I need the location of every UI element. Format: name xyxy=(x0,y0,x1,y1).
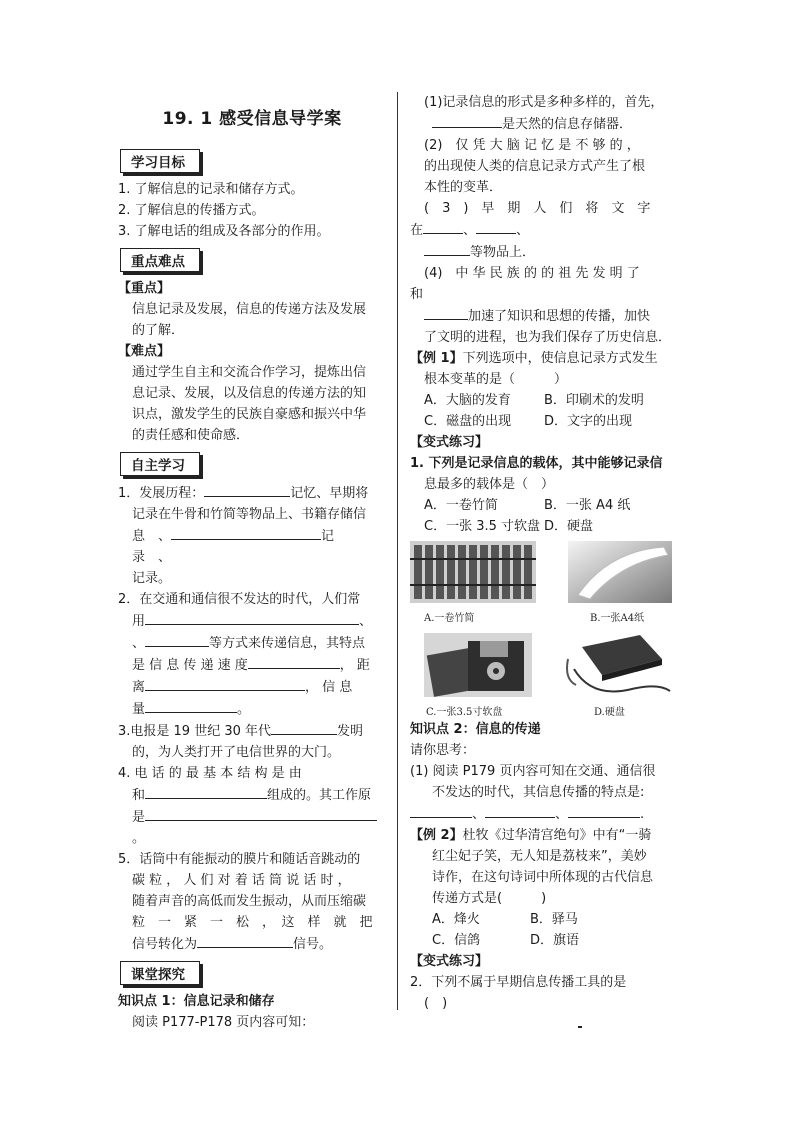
bamboo-scroll-image xyxy=(410,541,536,603)
option[interactable]: B．一张 A4 纸 xyxy=(544,498,631,513)
answer-blank[interactable] xyxy=(424,305,468,320)
difficulty-text: 息记录、发展，以及信息的传递方法的知 xyxy=(132,386,367,401)
question-4: 4. 电 话 的 最 基 本 结 构 是 由 xyxy=(118,766,302,781)
key-text: 的了解． xyxy=(132,323,185,338)
think-label: 请你思考： xyxy=(410,743,476,758)
section-heading-goals: 学习目标 xyxy=(120,149,200,173)
answer-blank[interactable] xyxy=(145,610,359,625)
section-heading-class-inquiry: 课堂探究 xyxy=(120,961,200,985)
image-caption: C.一张3.5寸软盘 xyxy=(426,707,503,718)
key-label: 【重点】 xyxy=(118,281,171,296)
knowledge-point-2: 知识点 2：信息的传递 xyxy=(410,722,541,737)
hard-disk-image xyxy=(562,629,674,699)
section-heading-self-study: 自主学习 xyxy=(120,452,200,476)
goal-item: 1. 了解信息的记录和储存方式。 xyxy=(118,182,304,197)
answer-blank[interactable] xyxy=(476,219,516,234)
right-column: (1)记录信息的形式是多种多样的，首先， 是天然的信息存储器． (2) 仅 凭 大 脑 记 忆 是 不 够 的 ， 的出现使人类的信息记录方式产生了根 本性的变革． ( 3 ) 早 期 人 们 将 文 字 在 、 、 等物品上． (4) 中 华 民 族 的 的 祖 先 发 明 了 和 加速了知识和思想的传播，加快 了文明的进程，也为我们保存了历史信息． 【例 1】下列选项中，使信息记录方式发生 根本变革的是（ ） A．大脑的发育 B．印刷术的发明 C．磁盘的出现 D．文字的出现 【变式练习】 1. 下列是记录信息的载体，其中能够记录信 息最多的载体是（ ） A．一卷竹简 B．一张 A4 纸 C．一张 3.5 寸软盘 D．硬盘 A.一卷竹简 B.一张A4纸 C.一张3.5寸软盘 D.硬盘 知识点 2：信息的传递 请你思考： (1) 阅读 P179 页内容可知在交通、通信很 不发达的时代，其信息传播的特点是: 、 、 . 【例 2】杜牧《过华清宫绝句》中有“一骑 红尘妃子笑，无人知是荔枝来”，美妙 诗作，在这句诗词中所体现的古代信息 传递方式是( ) A．烽火 B．驿马 C．信鸽 D．旗语 【变式练习】 2．下列不属于早期信息传播工具的是 ( ) xyxy=(410,92,678,1014)
variant-question-2: 2．下列不属于早期信息传播工具的是 xyxy=(410,975,627,990)
image-caption: A.一卷竹简 xyxy=(424,613,475,624)
answer-blank[interactable] xyxy=(171,525,321,540)
option[interactable]: C．一张 3.5 寸软盘 xyxy=(424,519,541,534)
option[interactable]: D．硬盘 xyxy=(544,519,594,534)
image-caption: D.硬盘 xyxy=(594,707,625,718)
image-caption: B.一张A4纸 xyxy=(590,613,645,624)
option[interactable]: B．驿马 xyxy=(530,912,578,927)
answer-blank[interactable] xyxy=(423,219,463,234)
option[interactable]: C．磁盘的出现 xyxy=(424,414,512,429)
question-3: 3.电报是 19 世纪 30 年代 发明 xyxy=(118,720,386,742)
option[interactable]: A．烽火 xyxy=(432,912,480,927)
a4-paper-image xyxy=(568,541,672,603)
answer-blank[interactable] xyxy=(204,482,290,497)
answer-blank[interactable] xyxy=(197,933,293,948)
carrier-pictures xyxy=(410,541,678,719)
option[interactable]: C．信鸽 xyxy=(432,933,481,948)
option[interactable]: A．大脑的发育 xyxy=(424,393,511,408)
question-2: 2．在交通和通信很不发达的时代，人们常 xyxy=(118,592,361,607)
question-5: 5．话筒中有能振动的膜片和随话音跳动的 xyxy=(118,852,361,867)
option[interactable]: B．印刷术的发明 xyxy=(544,393,644,408)
difficulty-text: 通过学生自主和交流合作学习，提炼出信 xyxy=(132,365,367,380)
answer-blank[interactable] xyxy=(410,803,472,818)
answer-blank[interactable] xyxy=(248,654,340,669)
item-2: (2) 仅 凭 大 脑 记 忆 是 不 够 的 ， xyxy=(424,138,640,153)
answer-blank[interactable] xyxy=(432,113,502,128)
page-mark xyxy=(578,1026,582,1028)
section-heading-key: 重点难点 xyxy=(120,248,200,272)
question-1: 1．发展历程： 记忆、早期将 xyxy=(118,482,386,504)
difficulty-text: 的责任感和使命感． xyxy=(132,428,250,443)
variant-practice-label: 【变式练习】 xyxy=(410,954,489,969)
key-text: 信息记录及发展，信息的传递方法及发展 xyxy=(132,302,367,317)
answer-blank[interactable] xyxy=(145,806,377,821)
goal-item: 3. 了解电话的组成及各部分的作用。 xyxy=(118,224,330,239)
variant-practice-label: 【变式练习】 xyxy=(410,435,489,450)
floppy-disk-image xyxy=(424,633,532,697)
answer-blank[interactable] xyxy=(145,676,305,691)
reading-instruction: 阅读 P177-P178 页内容可知： xyxy=(132,1015,315,1030)
option[interactable]: D．文字的出现 xyxy=(544,414,633,429)
option[interactable]: D．旗语 xyxy=(530,933,580,948)
answer-blank[interactable] xyxy=(424,241,470,256)
answer-blank[interactable] xyxy=(145,632,209,647)
answer-blank[interactable] xyxy=(568,803,640,818)
answer-blank[interactable] xyxy=(145,784,267,799)
column-divider xyxy=(397,92,398,1010)
answer-blank[interactable] xyxy=(271,720,337,735)
answer-blank[interactable] xyxy=(485,803,555,818)
item-1: (1)记录信息的形式是多种多样的，首先， xyxy=(424,95,664,110)
answer-blank[interactable] xyxy=(145,698,237,713)
left-column: 19. 1 感受信息导学案 学习目标 1. 了解信息的记录和储存方式。 2. 了解信息的传播方式。 3. 了解电话的组成及各部分的作用。 重点难点 【重点】 信息记录及发展，信息的传递方法及发展 的了解． 【难点】 通过学生自主和交流合作学习，提炼出信 息记录、发展，以及信息的传递方法的知 识点，激发学生的民族自豪感和振兴中华 的责任感和使命感． 自主学习 1．发展历程： 记忆、早期将 记录在牛骨和竹简等物品上、书籍存储信 息 、 记 录 、 记录。 2．在交通和通信很不发达的时代，人们常 用 、 、 等方式来传递信息，其特点 是 信 息 传 递 速 度 ， 距 离 ， 信 息 量 。 3.电报是 19 世纪 30 年代 发明 的，为人类打开了电信世界的大门。 4. 电 话 的 最 基 本 结 构 是 由 和 组成的。其工作原 是 。 5．话筒中有能振动的膜片和随话音跳动的 碳 粒 ， 人 们 对 着 话 筒 说 话 时 ， 随着声音的高低而发生振动，从而压缩碳 粒 一 紧 一 松 ， 这 样 就 把 信号转化为 信号。 课堂探究 知识点 1：信息记录和储存 阅读 P177-P178 页内容可知： xyxy=(118,92,386,1033)
think-question-1: (1) 阅读 P179 页内容可知在交通、通信很 xyxy=(410,764,656,779)
page-title: 19. 1 感受信息导学案 xyxy=(162,109,342,129)
item-4: (4) 中 华 民 族 的 的 祖 先 发 明 了 xyxy=(424,266,640,281)
difficulty-text: 识点，激发学生的民族自豪感和振兴中华 xyxy=(132,407,367,422)
example-1: 【例 1】下列选项中，使信息记录方式发生 xyxy=(410,351,658,366)
item-3: ( 3 ) 早 期 人 们 将 文 字 xyxy=(424,201,651,216)
difficulty-label: 【难点】 xyxy=(118,344,171,359)
knowledge-point-1: 知识点 1：信息记录和储存 xyxy=(118,994,275,1009)
option[interactable]: A．一卷竹简 xyxy=(424,498,498,513)
goal-item: 2. 了解信息的传播方式。 xyxy=(118,203,265,218)
example-2: 【例 2】杜牧《过华清宫绝句》中有“一骑 xyxy=(410,828,652,843)
